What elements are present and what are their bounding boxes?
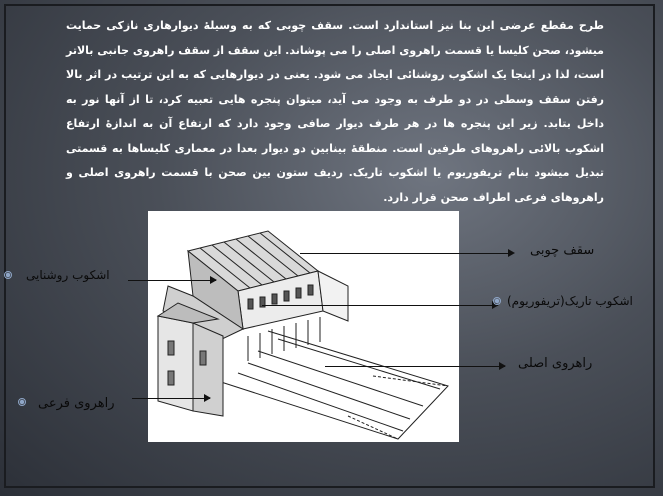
clerestory-arrow bbox=[210, 276, 217, 284]
basilica-drawing bbox=[148, 211, 459, 442]
body-paragraph: طرح مقطع عرضی این بنا نیز استاندارد است. سقف چوبی که به وسیلهٔ دیوارهاری نازکی حمایت میشود، صحن کلیسا یا قسمت راهروی اصلی را می پوشاند. این سقف از سقف راهروی جانبی بالاتر است، لذا در اینجا یک اشکوب روشنائی ایجاد می شود. یعنی در دیوارهایی که به این ترتیب در اثر بالا رفتن سقف وسطی در دو طرف به وجود می آید، میتوان پنجره هایی تعبیه کرد، تا از آنها نور به داخل بتابد. زیر این پنجره ها در هر طرف دیوار صافی وجود دارد که ارتفاع آن به اندازهٔ ارتفاع اشکوب بالائی راهروهای طرفین است. منطقهٔ بینابین دو دیوار بعدا در معماری کلیساها به قسمتی تبدیل میشود بنام تریفوریوم یا اشکوب تاریک. ردیف ستون بین صحن با قسمت راهروی اصلی و راهروهای فرعی اطراف صحن قرار دارد. bbox=[66, 19, 604, 204]
main-aisle-arrow bbox=[499, 362, 506, 370]
wooden-roof-arrow bbox=[508, 249, 515, 257]
bullet-triforium bbox=[493, 297, 501, 305]
side-aisle-leader bbox=[132, 398, 210, 399]
bullet-clerestory bbox=[4, 271, 12, 279]
main-aisle-leader bbox=[325, 366, 505, 367]
triforium-leader bbox=[262, 305, 498, 306]
basilica-illustration bbox=[148, 211, 459, 442]
label-triforium: اشکوب تاریک(تریفوریوم) bbox=[507, 294, 633, 308]
bullet-side-aisle bbox=[18, 398, 26, 406]
side-aisle-arrow bbox=[204, 394, 211, 402]
label-wooden-roof: سقف چوبی bbox=[530, 243, 595, 258]
label-main-aisle: راهروی اصلی bbox=[518, 356, 593, 371]
label-side-aisle: راهروی فرعی bbox=[38, 396, 115, 411]
wooden-roof-leader bbox=[300, 253, 510, 254]
label-clerestory: اشکوب روشنایی bbox=[26, 268, 110, 282]
clerestory-leader bbox=[128, 280, 216, 281]
